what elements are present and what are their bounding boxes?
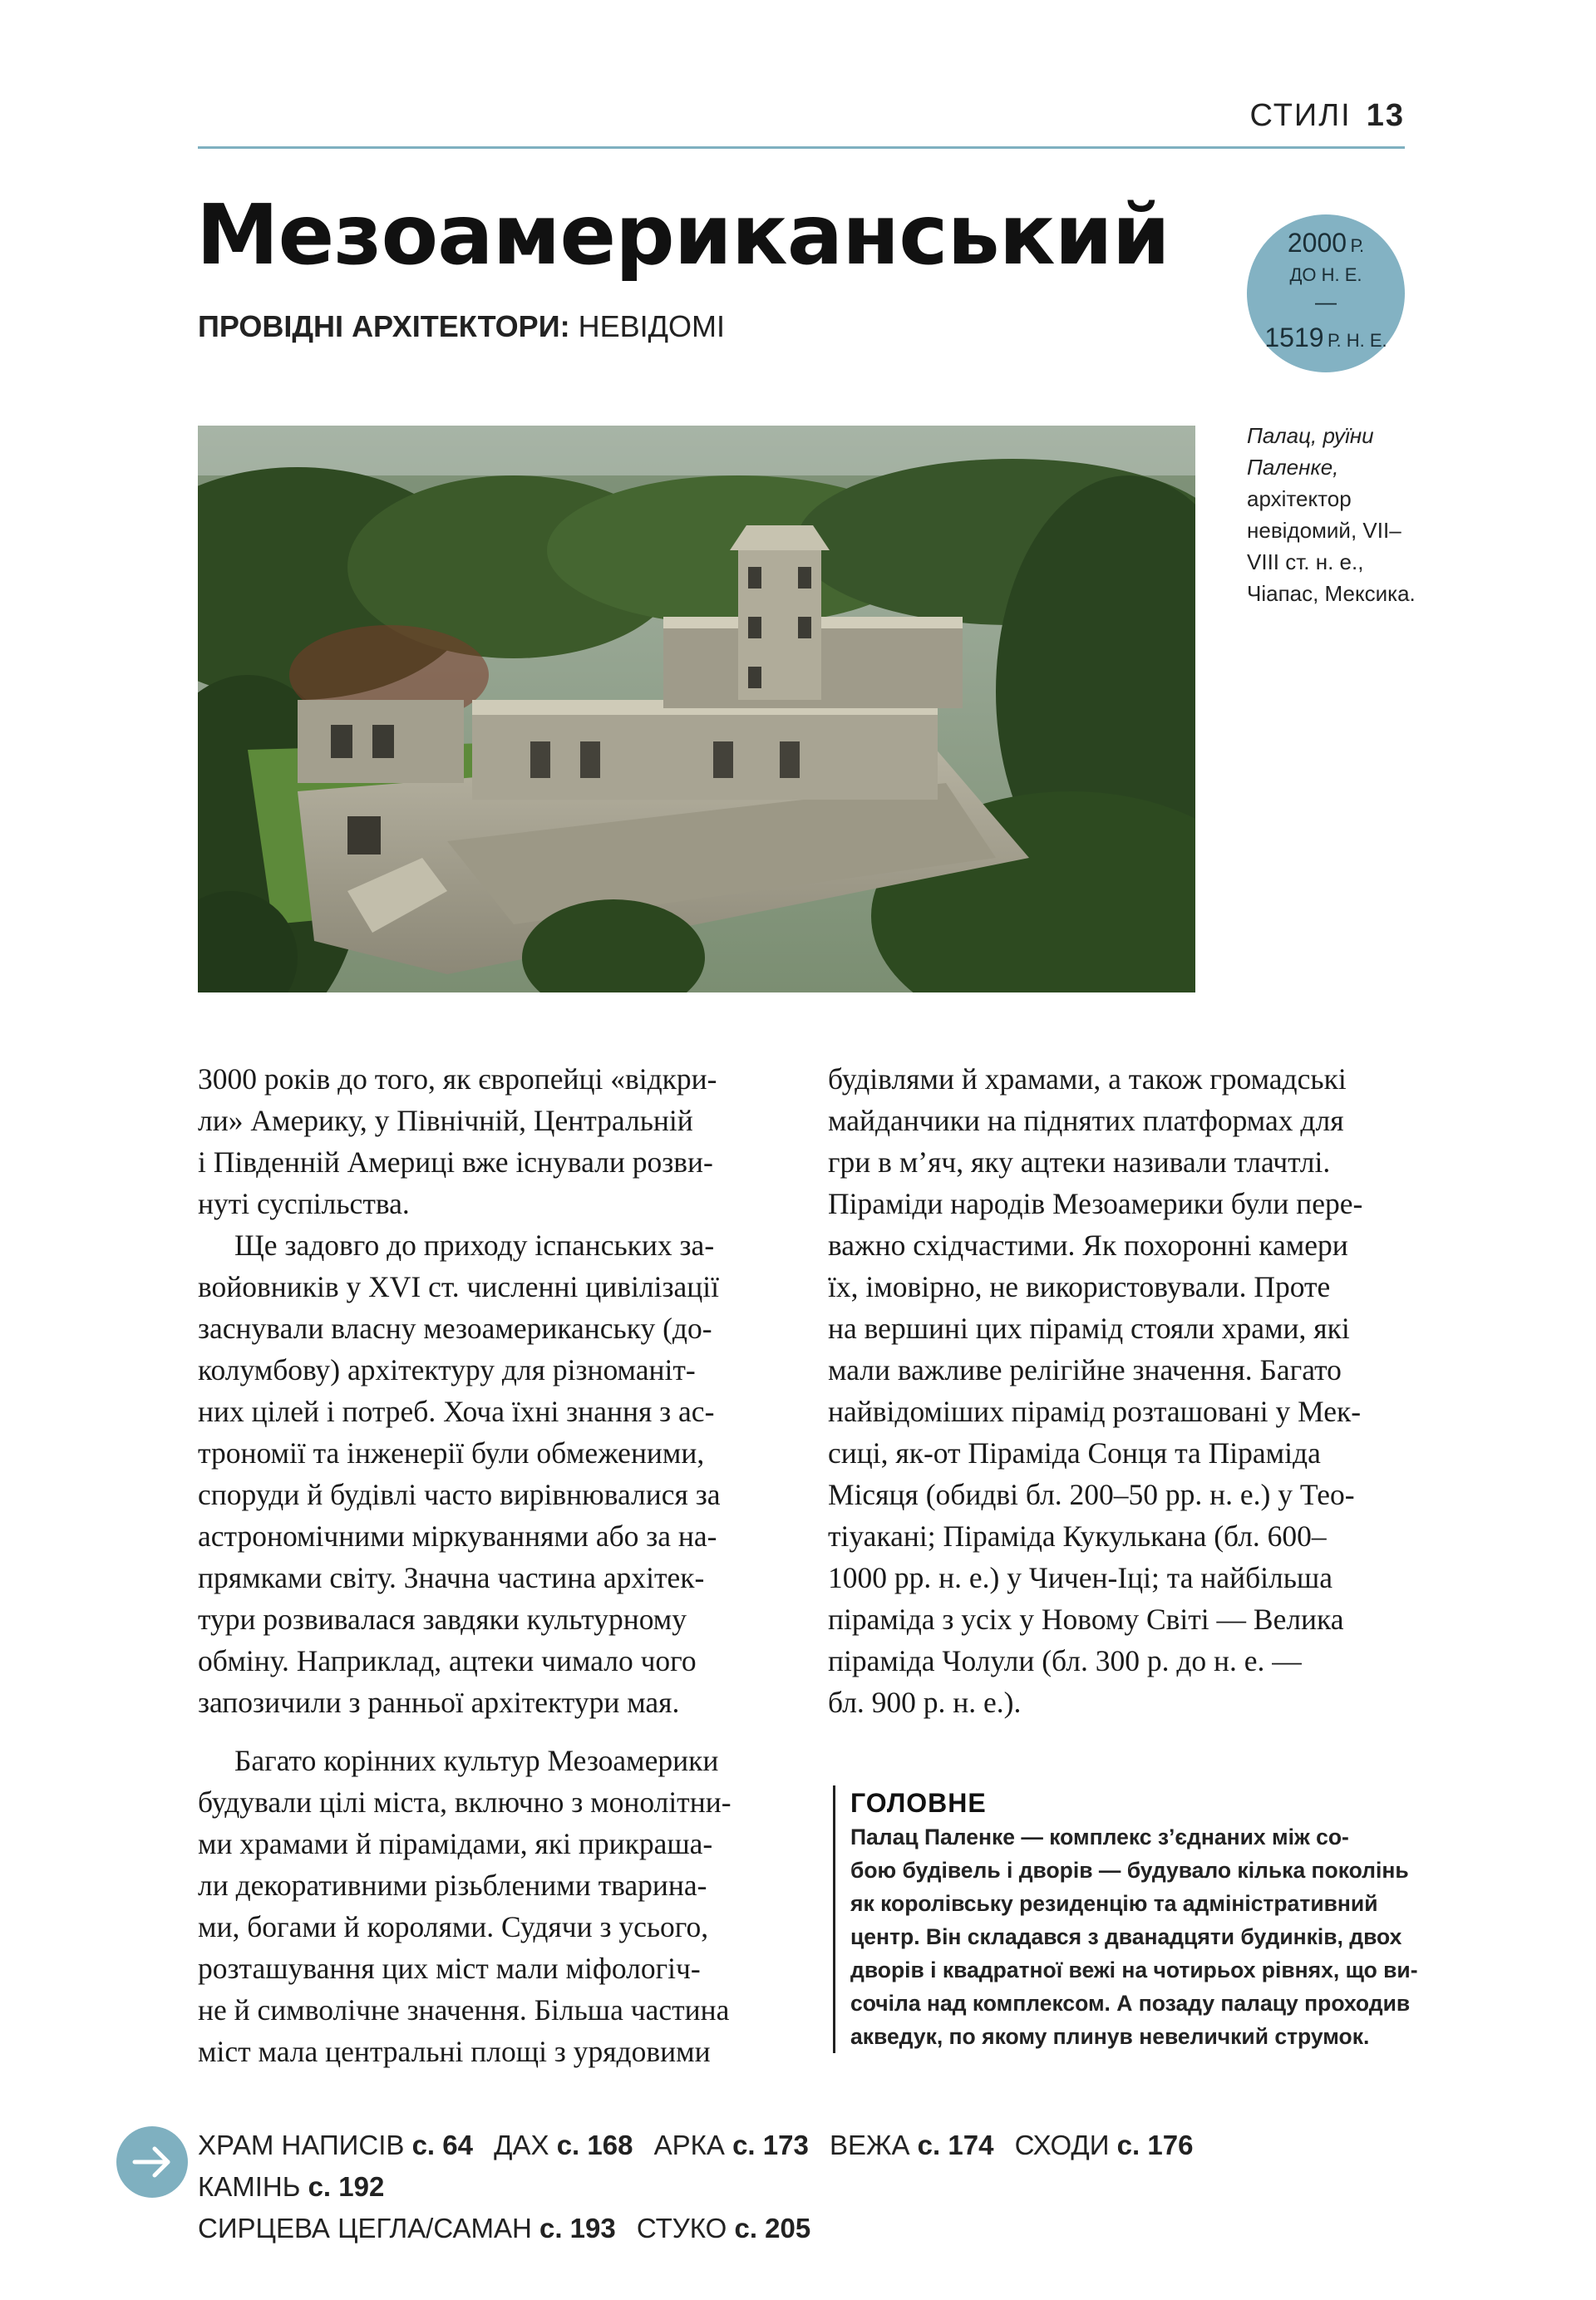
- end-unit: Р. Н. Е.: [1328, 330, 1387, 351]
- cross-ref-link[interactable]: [1015, 2130, 1194, 2160]
- section-name: СТИЛІ: [1249, 98, 1352, 133]
- caption-text: архітектор невідомий, VII–VIII ст. н. е., Чіапас, Мексика.: [1247, 486, 1416, 606]
- key-point-heading: ГОЛОВНЕ: [850, 1788, 987, 1818]
- cross-ref-term: ДАХ: [494, 2130, 549, 2160]
- caption-italic: Палац, руїни Паленке,: [1247, 423, 1374, 480]
- cross-ref-term: СТУКО: [636, 2213, 727, 2243]
- paragraph-pyramids: будівлями й храмами, а також громадські майданчики на піднятих платформах для гри в м’яч, яку ацтеки називали тлачтлі. Піраміди народів Мезоамерики були пере- важно східчастими. Як похоронні камери їх, імовірно, не використовували. Проте на вершині цих пірамід стояли храми, які мали важливе релігійне значення. Багато найвідоміших пірамід розташовані у Мек- сиці, як-от Піраміда Сонця та Піраміда Місяця (обидві бл. 200–50 рр. н. е.) у Тео- тіуакані; Піраміда Кукулькана (бл. 600– 1000 рр. н. е.) у Чичен-Іці; та найбільша піраміда з усіх у Новому Світі — Велика піраміда Чолули (бл. 300 р. до н. е. — бл. 900 р. н. е.).: [828, 1062, 1363, 1719]
- cross-ref-term: ХРАМ НАПИСІВ: [198, 2130, 405, 2160]
- lead-architects-value: НЕВІДОМІ: [578, 309, 725, 343]
- start-unit: Р.: [1350, 235, 1365, 256]
- cross-ref-link[interactable]: [198, 2213, 616, 2243]
- end-year: 1519: [1264, 323, 1324, 352]
- header-rule: [198, 146, 1405, 149]
- cross-ref-page: с. 193: [539, 2213, 616, 2243]
- cross-ref-page: с. 173: [732, 2130, 809, 2160]
- paragraph-cities: Багато корінних культур Мезоамерики будували цілі міста, включно з монолітни- ми храмами й пірамідами, які прикраша- ли декоративними різьбленими тварина- ми, богами й королями. Судячи з усього, розташування цих міст мали міфологіч- не й символічне значення. Більша частина міст мала центральні площі з урядовими: [198, 1744, 732, 2068]
- cross-ref-term: СИРЦЕВА ЦЕГЛА/САМАН: [198, 2213, 532, 2243]
- cross-references: [198, 2125, 1411, 2249]
- arrow-right-icon: [116, 2126, 188, 2198]
- start-year: 2000: [1287, 228, 1347, 258]
- lead-architects: [198, 309, 725, 344]
- lead-architects-label: ПРОВІДНІ АРХІТЕКТОРИ:: [198, 309, 570, 343]
- cross-ref-term: СХОДИ: [1014, 2130, 1110, 2160]
- cross-ref-link[interactable]: [637, 2213, 810, 2243]
- photo-caption: [1247, 420, 1430, 609]
- cross-ref-page: с. 205: [734, 2213, 811, 2243]
- key-point-text: Палац Паленке — комплекс з’єднаних між со- бою будівель і дворів — будувало кілька поколінь як королівську резиденцію та адміністративний центр. Він складався з дванадцяти будинків, двох дворів і квадратної вежі на чотирьох рівнях, що ви- сочіла над комплексом. А позаду палацу проходив акведук, по якому плинув невеличкий струмок.: [850, 1825, 1418, 2049]
- cross-ref-link[interactable]: [494, 2130, 633, 2160]
- cross-ref-link[interactable]: [830, 2130, 993, 2160]
- cross-ref-page: с. 192: [308, 2171, 385, 2202]
- cross-ref-page: с. 176: [1116, 2130, 1194, 2160]
- running-header: [198, 98, 1405, 140]
- cross-ref-page: с. 174: [917, 2130, 994, 2160]
- date-separator: —: [1315, 289, 1337, 314]
- cross-ref-term: КАМІНЬ: [198, 2171, 301, 2202]
- cross-ref-link[interactable]: [198, 2130, 473, 2160]
- start-era: ДО Н. Е.: [1289, 264, 1362, 285]
- palenque-photo-illustration: [198, 426, 1195, 992]
- cross-ref-term: АРКА: [653, 2130, 725, 2160]
- palenque-palace-photo: [198, 426, 1195, 992]
- body-column-left: [198, 1058, 763, 2072]
- date-badge: [1247, 214, 1405, 372]
- paragraph-intro: 3000 років до того, як європейці «відкри- ли» Америку, у Північній, Центральній і Південній Америці вже існували розви- нуті суспільства.: [198, 1062, 717, 1220]
- key-point-box: [833, 1785, 1432, 2053]
- page-title: Мезоамериканський: [196, 186, 1170, 283]
- page-number: 13: [1366, 98, 1405, 133]
- cross-ref-link[interactable]: [654, 2130, 809, 2160]
- cross-ref-page: с. 168: [556, 2130, 633, 2160]
- body-column-right: [828, 1058, 1405, 1723]
- cross-ref-link[interactable]: [198, 2171, 384, 2202]
- paragraph-conquest: Ще задовго до приходу іспанських за- войовників у XVI ст. численні цивілізації заснували власну мезоамериканську (до- колумбову) архітектуру для різноманіт- них цілей і потреб. Хоча їхні знання з ас- трономії та інженерії були обмеженими, споруди й будівлі часто вирівнювалися за астрономічними міркуваннями або за на- прямками світу. Значна частина архітек- тури розвивалася завдяки культурному обміну. Наприклад, ацтеки чимало чого запозичили з ранньої архітектури мая.: [198, 1229, 721, 1719]
- cross-ref-term: ВЕЖА: [829, 2130, 910, 2160]
- cross-ref-page: с. 64: [411, 2130, 473, 2160]
